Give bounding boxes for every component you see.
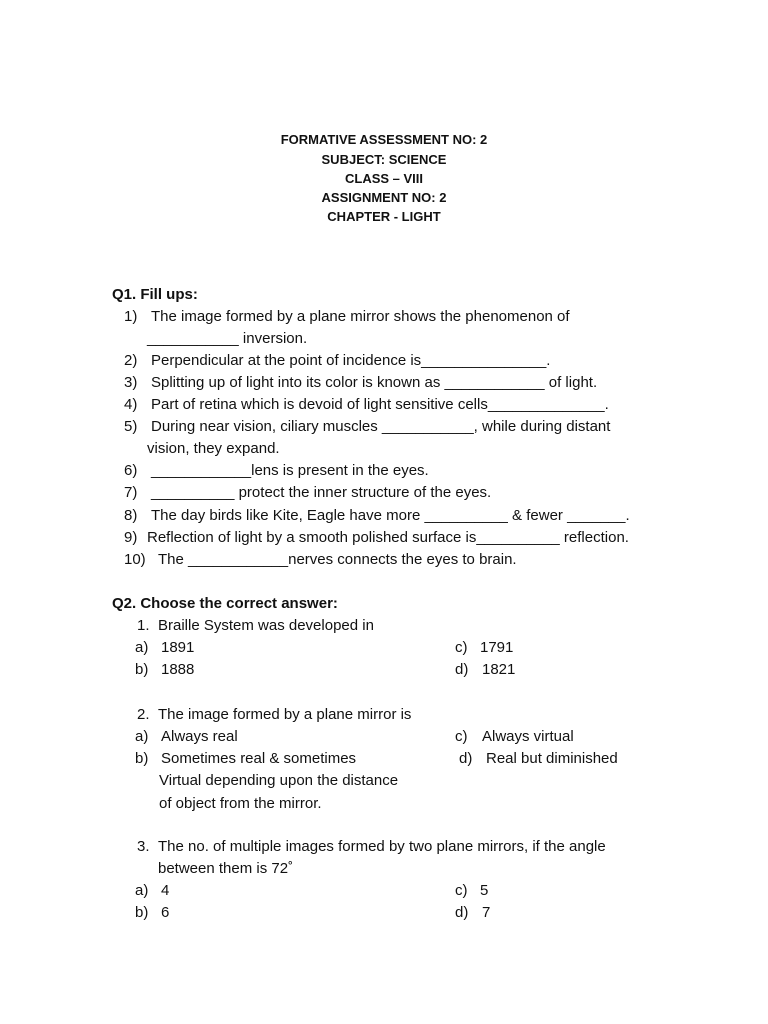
option-label-a: a) [135,728,149,745]
q1-item-number: 10) [124,551,146,568]
q1-item-number: 5) [124,418,138,435]
option-label-c: c) [455,882,468,899]
option-text-a: 1891 [161,639,195,656]
q1-item-text: The image formed by a plane mirror shows the phenomenon of [151,308,570,325]
q1-item-number: 9) [124,529,138,546]
option-text-b: Sometimes real & sometimes [161,750,357,767]
header-line-assignment: ASSIGNMENT NO: 2 [321,190,447,205]
q1-item-text: Perpendicular at the point of incidence is_______________. [151,352,551,369]
option-label-a: a) [135,639,149,656]
option-text-c: Always virtual [482,728,574,745]
q1-item-text: ___________ inversion. [147,330,308,347]
option-label-b: b) [135,661,149,678]
option-label-b: b) [135,904,149,921]
option-label-d: d) [459,750,473,767]
option-label-d: d) [455,661,469,678]
q1-item-number: 2) [124,352,138,369]
q2-question-text: The no. of multiple images formed by two plane mirrors, if the angle [158,838,606,855]
option-label-c: c) [455,728,468,745]
q1-title: Q1. Fill ups: [112,286,198,303]
q1-item-text: During near vision, ciliary muscles ___________, while during distant [151,418,611,435]
option-text-c: 1791 [480,639,514,656]
header-line-chapter: CHAPTER - LIGHT [327,209,441,224]
option-label-a: a) [135,882,149,899]
q1-item-number: 1) [124,308,138,325]
q1-item-number: 3) [124,374,138,391]
q1-item-number: 8) [124,507,138,524]
q1-item-text: Reflection of light by a smooth polished surface is__________ reflection. [147,529,629,546]
q2-question-text: The image formed by a plane mirror is [158,706,412,723]
q1-item-number: 7) [124,484,138,501]
option-text-b: 6 [161,904,170,921]
option-text-c: 5 [480,882,489,899]
q1-item-number: 6) [124,462,138,479]
option-text-a: Always real [161,728,238,745]
option-text-b-continued: Virtual depending upon the distance [159,772,399,789]
q2-question-number: 3. [137,838,150,855]
option-text-d: Real but diminished [486,750,618,767]
option-text-d: 1821 [482,661,516,678]
header-line-assessment: FORMATIVE ASSESSMENT NO: 2 [280,132,488,147]
q1-item-text: Splitting up of light into its color is known as ____________ of light. [151,374,598,391]
q2-question-text: Braille System was developed in [158,617,374,634]
q2-question-number: 1. [137,617,150,634]
option-text-b: 1888 [161,661,195,678]
option-text-b-continued: of object from the mirror. [159,795,322,812]
q2-question-number: 2. [137,706,150,723]
option-text-a: 4 [161,882,170,899]
q2-question-text: between them is 72˚ [158,860,294,877]
q1-item-text: The day birds like Kite, Eagle have more __________ & fewer _______. [151,507,630,524]
header-line-class: CLASS – VIII [344,171,424,186]
q1-item-text: vision, they expand. [147,440,280,457]
q1-item-text: ____________lens is present in the eyes. [151,462,429,479]
header-line-subject: SUBJECT: SCIENCE [321,152,447,167]
option-label-b: b) [135,750,149,767]
option-text-d: 7 [482,904,491,921]
q1-item-number: 4) [124,396,138,413]
option-label-c: c) [455,639,468,656]
q2-title: Q2. Choose the correct answer: [112,595,338,612]
q1-item-text: __________ protect the inner structure of the eyes. [151,484,492,501]
option-label-d: d) [455,904,469,921]
q1-item-text: Part of retina which is devoid of light sensitive cells______________. [151,396,609,413]
q1-item-text: The ____________nerves connects the eyes to brain. [158,551,517,568]
